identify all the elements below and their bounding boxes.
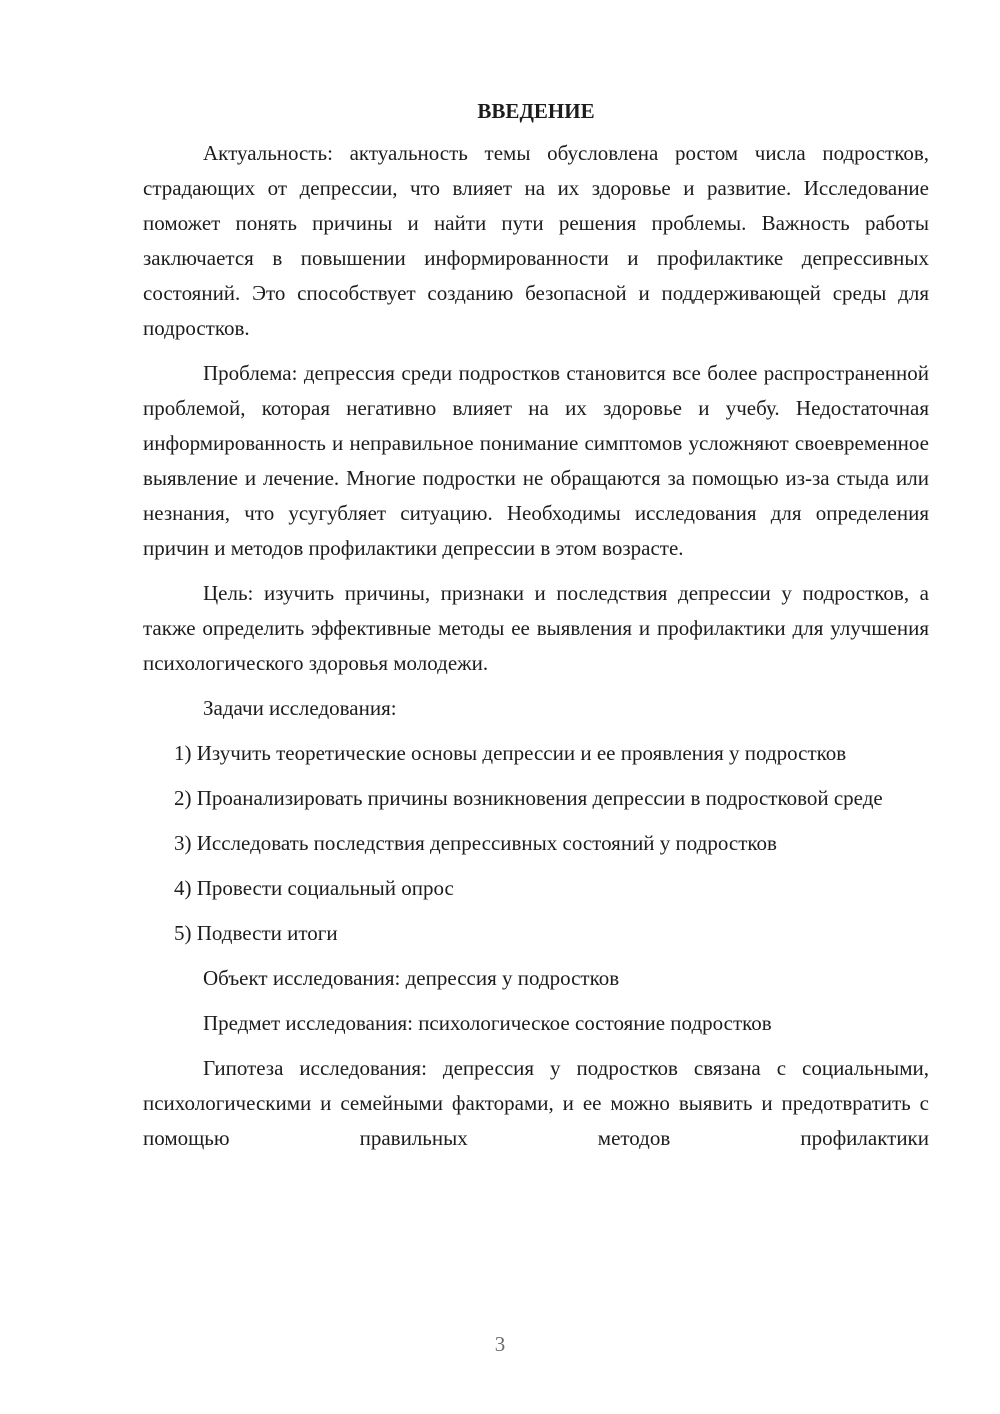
task-item-3: 3) Исследовать последствия депрессивных состояний у подростков xyxy=(174,831,777,855)
task-item-5: 5) Подвести итоги xyxy=(174,921,338,945)
relevance-paragraph: Актуальность: актуальность темы обусловлена ростом числа подростков, страдающих от депрессии, что влияет на их здоровье и развитие. Исследование поможет понять причины и найти пути решения проблемы. Важность работы заключается в повышении информированности и профилактике депрессивных состояний. Это способствует созданию безопасной и поддерживающей среды для подростков. xyxy=(143,141,929,340)
research-object: Объект исследования: депрессия у подростков xyxy=(203,966,620,990)
goal-paragraph: Цель: изучить причины, признаки и последствия депрессии у подростков, а также определить эффективные методы ее выявления и профилактики для улучшения психологического здоровья молодежи. xyxy=(143,581,929,675)
research-subject: Предмет исследования: психологическое состояние подростков xyxy=(203,1011,772,1035)
tasks-heading: Задачи исследования: xyxy=(203,696,397,720)
problem-paragraph: Проблема: депрессия среди подростков становится все более распространенной проблемой, которая негативно влияет на их здоровье и учебу. Недостаточная информированность и неправильное понимание симптомов усложняют своевременное выявление и лечение. Многие подростки не обращаются за помощью из-за стыда или незнания, что усугубляет ситуацию. Необходимы исследования для определения причин и методов профилактики депрессии в этом возрасте. xyxy=(143,361,929,560)
task-item-4: 4) Провести социальный опрос xyxy=(174,876,454,900)
page-number: 3 xyxy=(494,1332,506,1356)
task-item-2: 2) Проанализировать причины возникновения депрессии в подростковой среде xyxy=(174,786,883,810)
document-page xyxy=(143,96,929,1166)
section-title: ВВЕДЕНИЕ xyxy=(477,99,595,123)
research-hypothesis: Гипотеза исследования: депрессия у подростков связана с социальными, психологическими и семейными факторами, и ее можно выявить и предотвратить с помощью правильных методов профилактики xyxy=(143,1056,929,1150)
task-item-1: 1) Изучить теоретические основы депрессии и ее проявления у подростков xyxy=(174,741,847,765)
